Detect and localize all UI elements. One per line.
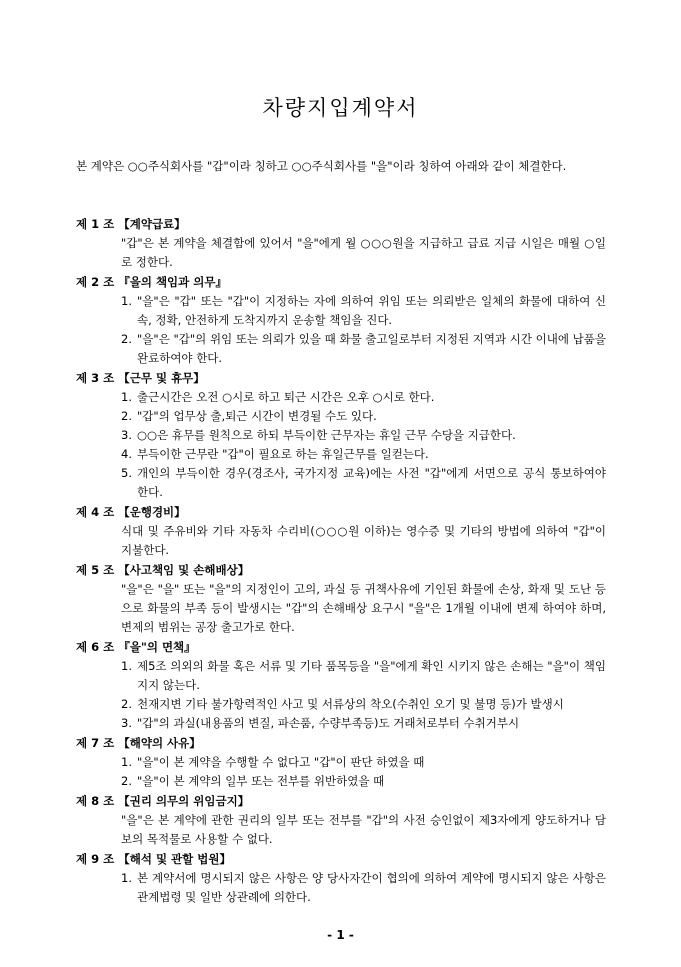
article-items	[121, 657, 606, 733]
item-text: 개인의 부득이한 경우(경조사, 국가지정 교육)에는 사전 "갑"에게 서면으로 공식 통보하여야 한다.	[137, 466, 606, 499]
item-text: 부득이한 근무란 "갑"이 필요로 하는 휴일근무를 일컫는다.	[137, 447, 429, 461]
article	[76, 272, 606, 368]
article	[76, 560, 606, 637]
item-number: 4.	[121, 447, 132, 461]
item-number: 1.	[121, 871, 132, 885]
item-number: 2.	[121, 774, 132, 788]
list-item	[121, 388, 606, 407]
item-number: 2.	[121, 332, 132, 346]
article-heading: 제 5 조 【사고책임 및 손해배상】	[76, 563, 250, 577]
item-number: 3.	[121, 428, 132, 442]
list-item	[121, 445, 606, 464]
article-heading: 제 4 조 【운행경비】	[76, 505, 186, 519]
item-text: "을"은 "갑"의 위임 또는 의뢰가 있을 때 화물 출고일로부터 지정된 지역과 시간 이내에 납품을 완료하여야 한다.	[137, 332, 606, 365]
item-number: 2.	[121, 409, 132, 423]
intro-paragraph: 본 계약은 ○○주식회사를 "갑"이라 칭하고 ○○주식회사를 "을"이라 칭하여 아래와 같이 체결한다.	[76, 159, 567, 173]
article-body: 식대 및 주유비와 기타 자동차 수리비(○○○원 이하)는 영수증 및 기타의 방법에 의하여 "갑"이 지불한다.	[121, 524, 606, 557]
article-heading: 제 6 조 『을"의 면책』	[76, 640, 196, 654]
article-heading: 제 9 조 【해석 및 관할 법원】	[76, 852, 232, 866]
item-number: 1.	[121, 659, 132, 673]
list-item	[121, 695, 606, 714]
item-text: "을"이 본 계약을 수행할 수 없다고 "갑"이 판단 하였을 때	[137, 755, 425, 769]
article-heading: 제 8 조 【권리 의무의 위임금지】	[76, 794, 250, 808]
item-text: 천재지변 기타 불가항력적인 사고 및 서류상의 착오(수취인 오기 및 불명 등)가 발생시	[137, 697, 564, 711]
item-number: 3.	[121, 716, 132, 730]
list-item	[121, 657, 606, 695]
list-item	[121, 753, 606, 772]
item-text: 제5조 의외의 화물 혹은 서류 및 기타 품목등을 "을"에게 확인 시키지 않은 손해는 "을"이 책임지지 않는다.	[137, 659, 606, 692]
article-heading: 제 7 조 【해약의 사유】	[76, 736, 201, 750]
item-number: 1.	[121, 390, 132, 404]
page-number: - 1 -	[327, 928, 354, 942]
item-number: 5.	[121, 466, 132, 480]
item-text: "을"이 본 계약의 일부 또는 전부를 위반하였을 때	[137, 774, 385, 788]
articles-list	[76, 214, 606, 907]
list-item	[121, 292, 606, 330]
article-items	[121, 388, 606, 502]
item-number: 1.	[121, 294, 132, 308]
list-item	[121, 407, 606, 426]
item-text: 출근시간은 오전 ○시로 하고 퇴근 시간은 오후 ○시로 한다.	[137, 390, 435, 404]
item-text: 본 계약서에 명시되지 않은 사항은 양 당사자간이 협의에 의하여 계약에 명시되지 않은 사항은 관계법령 및 일반 상관례에 의한다.	[137, 871, 606, 904]
article-heading: 제 3 조 【근무 및 휴무】	[76, 371, 205, 385]
article-heading: 제 1 조 【계약급료】	[76, 217, 186, 231]
article	[76, 791, 606, 849]
item-text: "갑"의 업무상 출,퇴근 시간이 변경될 수도 있다.	[137, 409, 377, 423]
list-item	[121, 426, 606, 445]
article	[76, 849, 606, 907]
article-body: "갑"은 본 계약을 체결함에 있어서 "을"에게 월 ○○○원을 지급하고 급료 지급 시일은 매월 ○일로 정한다.	[121, 236, 606, 269]
article	[76, 733, 606, 791]
article	[76, 368, 606, 502]
list-item	[121, 869, 606, 907]
article	[76, 214, 606, 272]
list-item	[121, 464, 606, 502]
article-items	[121, 292, 606, 368]
list-item	[121, 714, 606, 733]
article-items	[121, 869, 606, 907]
list-item	[121, 330, 606, 368]
article-body: "을"은 "을" 또는 "을"의 지정인이 고의, 과실 등 귀책사유에 기인된 화물에 손상, 화재 및 도난 등으로 화물의 부족 등이 발생시는 "갑"의 손해배상 요구시 "을"은 1개월 이내에 변제 하여야 하며, 변제의 범위는 공장 출고가로 한다.	[121, 582, 606, 634]
article-body: "을"은 본 계약에 관한 권리의 일부 또는 전부를 "갑"의 사전 승인없이 제3자에게 양도하거나 담보의 목적물로 사용할 수 없다.	[121, 813, 606, 846]
article-heading: 제 2 조 『을의 책임과 의무』	[76, 275, 227, 289]
item-number: 1.	[121, 755, 132, 769]
item-text: ○○은 휴무를 원칙으로 하되 부득이한 근무자는 휴일 근무 수당을 지급한다.	[137, 428, 516, 442]
item-text: "갑"의 과실(내용품의 변질, 파손품, 수량부족등)도 거래처로부터 수취거부시	[137, 716, 520, 730]
list-item	[121, 772, 606, 791]
article-items	[121, 753, 606, 791]
item-text: "을"은 "갑" 또는 "갑"이 지정하는 자에 의하여 위임 또는 의뢰받은 일체의 화물에 대하여 신속, 정확, 안전하게 도착지까지 운송할 책임을 진다.	[137, 294, 606, 327]
document-title: 차량지입계약서	[262, 96, 419, 120]
article	[76, 502, 606, 560]
item-number: 2.	[121, 697, 132, 711]
article	[76, 637, 606, 733]
